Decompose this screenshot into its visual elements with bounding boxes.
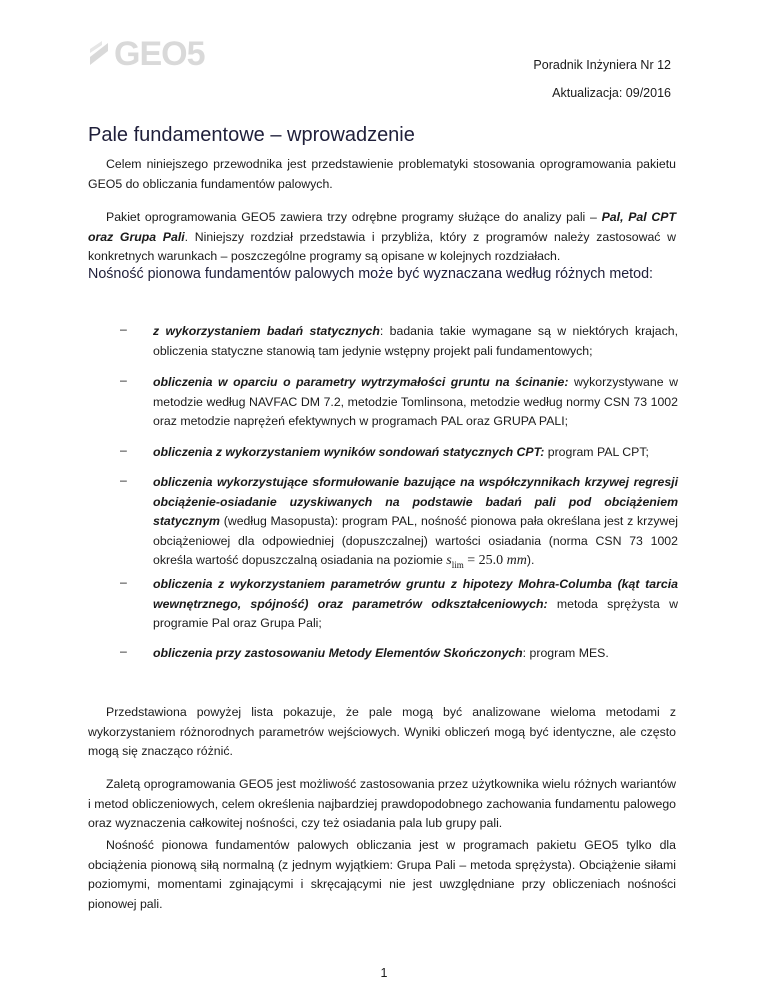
intro-paragraph-1: Celem niniejszego przewodnika jest przedstawienie problematyki stosowania oprogramowania pakietu GEO5 do obliczania fundamentów palowych.: [88, 157, 676, 191]
geo5-logo: [88, 36, 204, 72]
list-item-text: : badania takie wymagane są w niektórych krajach, obliczenia statyczne stanowią tam jedynie wstępny projekt pali fundamentowych;: [153, 324, 678, 358]
intro-text: Pakiet oprogramowania GEO5 zawiera trzy odrębne programy służące do analizy pali –: [106, 210, 602, 224]
list-marker: –: [120, 322, 127, 336]
list-item-bold: obliczenia przy zastosowaniu Metody Elementów Skończonych: [153, 646, 523, 660]
body-paragraph: Zaletą oprogramowania GEO5 jest możliwość zastosowania przez użytkownika wielu różnych wariantów i metod obliczeniowych, celem określenia najbardziej prawdopodobnego zachowania fundamentu palowego oraz wyznaczenia całkowitej nośności, czy też osiadania pala lub grupy pali.: [88, 777, 676, 830]
list-item-bold: obliczenia z wykorzystaniem wyników sondowań statycznych CPT:: [153, 445, 545, 459]
list-item-text: wykorzystywane w metodzie według NAVFAC DM 7.2, metodzie Tomlinsona, metodzie według normy CSN 73 1002 oraz metodzie naprężeń efektywnych w programach PAL oraz GRUPA PALI;: [153, 375, 679, 428]
list-item-bold: obliczenia w oparciu o parametry wytrzymałości gruntu na ścinanie:: [153, 375, 569, 389]
logo-text: GEO5: [114, 34, 205, 73]
list-marker: –: [120, 373, 127, 387]
intro-text-after: . Niniejszy rozdział przedstawia i przybliża, który z programów należy zastosować w konkretnych warunkach – poszczególne programy są opisane w kolejnych rozdziałach.: [88, 229, 676, 263]
list-item-text: (według Masopusta): program PAL, nośność pionowa pała określana jest z krzywej obciążeniowej dla odpowiedniej (dopuszczalnej) wartości osiadania (norma CSN 73 1002 określa wartość dopuszczalną osiadania na poziomie: [153, 514, 678, 567]
list-item-text-end: ).: [526, 553, 535, 567]
body-paragraph: Przedstawiona powyżej lista pokazuje, że pale mogą być analizowane wieloma metodami z wykorzystaniem różnorodnych parametrów wejściowych. Wyniki obliczeń mogą być identyczne, ale często mogą się znacząco różnić.: [88, 705, 676, 758]
list-item-text: metoda sprężysta w programie Pal oraz Grupa Pali;: [153, 596, 678, 630]
list-item: [153, 443, 678, 463]
intro-paragraph-2: [88, 208, 676, 267]
intro-bold-programs: Pal, Pal CPT oraz Grupa Pali: [88, 210, 676, 244]
settlement-limit-formula: $s_{lim} = 25.0$ mm: [446, 553, 527, 570]
list-marker: –: [120, 644, 127, 658]
section-heading: Nośność pionowa fundamentów palowych może być wyznaczana według różnych metod:: [88, 266, 654, 282]
list-item-text: program PAL CPT;: [544, 445, 649, 459]
list-marker: –: [120, 473, 127, 487]
body-paragraph: Nośność pionowa fundamentów palowych obliczania jest w programach pakietu GEO5 tylko dla obciążenia pionową siłą normalną (z jednym wyjątkiem: Grupa Pali – metoda sprężysta). Obciążenie siłami poziomymi, momentami zginającymi i skręcającymi nie jest uwzględniane przy obliczeniach nośności pionowej pali.: [88, 838, 676, 911]
page-title: Pale fundamentowe – wprowadzenie: [88, 124, 415, 146]
list-marker: –: [120, 443, 127, 457]
page-number: 1: [380, 966, 388, 980]
list-item-text: : program MES.: [522, 646, 609, 660]
list-item: [153, 575, 678, 634]
guide-number: Poradnik Inżyniera Nr 12: [533, 58, 671, 72]
list-item: [153, 644, 678, 664]
list-marker: –: [120, 575, 127, 589]
list-item-bold: obliczenia z wykorzystaniem parametrów gruntu z hipotezy Mohra-Columba (kąt tarcia wewnętrznego, spójność) oraz parametrów odkształceniowych:: [153, 577, 678, 611]
list-item: [153, 322, 678, 361]
list-item: [153, 373, 678, 432]
update-date: Aktualizacja: 09/2016: [552, 86, 671, 100]
geo5-logo-mark-icon: [88, 39, 110, 69]
list-item: [153, 473, 678, 575]
list-item-bold: z wykorzystaniem badań statycznych: [153, 324, 380, 338]
list-item-bold: obliczenia wykorzystujące sformułowanie bazujące na współczynnikach krzywej regresji obciążenie-osiadanie uzyskiwanych na podstawie badań pali pod obciążeniem statycznym: [153, 475, 678, 528]
